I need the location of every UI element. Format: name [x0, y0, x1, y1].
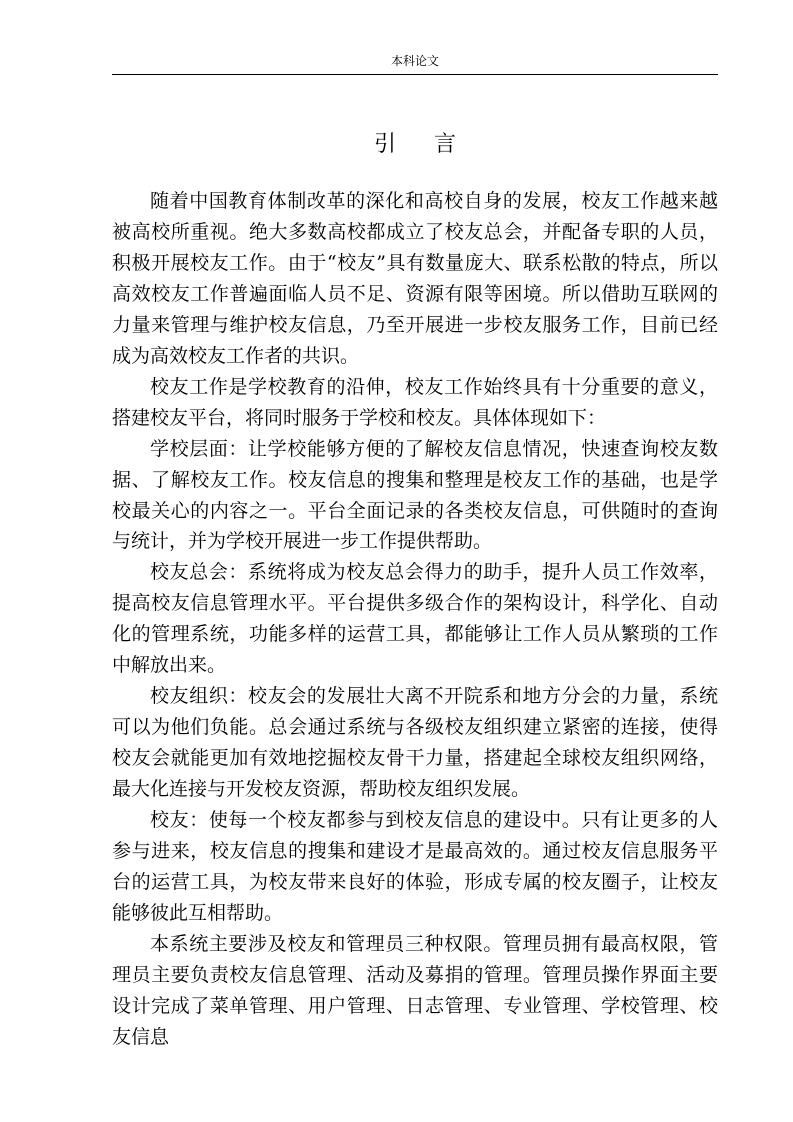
paragraph: 校友组织：校友会的发展壮大离不开院系和地方分会的力量，系统可以为他们负能。总会通过系统与各级校友组织建立紧密的连接，使得校友会就能更加有效地挖掘校友骨干力量，搭建起全球校友组织网络，最大化连接与开发校友资源，帮助校友组织发展。	[112, 685, 718, 801]
paragraph: 随着中国教育体制改革的深化和高校自身的发展，校友工作越来越被高校所重视。绝大多数高校都成立了校友总会，并配备专职的人员，积极开展校友工作。由于“校友”具有数量庞大、联系松散的特点，所以高效校友工作普遍面临人员不足、资源有限等困境。所以借助互联网的力量来管理与维护校友信息，乃至开展进一步校友服务工作，目前已经成为高效校友工作者的共识。	[112, 190, 718, 367]
paragraph: 本系统主要涉及校友和管理员三种权限。管理员拥有最高权限，管理员主要负责校友信息管理、活动及募捐的管理。管理员操作界面主要设计完成了菜单管理、用户管理、日志管理、专业管理、学校管理、校友信息	[112, 932, 718, 1048]
paragraph: 校友：使每一个校友都参与到校友信息的建设中。只有让更多的人参与进来，校友信息的搜集和建设才是最高效的。通过校友信息服务平台的运营工具，为校友带来良好的体验，形成专属的校友圈子，让校友能够彼此互相帮助。	[112, 809, 718, 924]
header-text: 本科论文	[390, 54, 439, 68]
page-header	[112, 52, 718, 75]
body-text	[112, 186, 718, 1053]
paragraph: 学校层面：让学校能够方便的了解校友信息情况，快速查询校友数据、了解校友工作。校友信息的搜集和整理是校友工作的基础，也是学校最关心的内容之一。平台全面记录的各类校友信息，可供随时的查询与统计，并为学校开展进一步工作提供帮助。	[112, 437, 718, 553]
paragraph: 校友工作是学校教育的沿伸，校友工作始终具有十分重要的意义，搭建校友平台，将同时服务于学校和校友。具体体现如下：	[112, 375, 718, 429]
section-title: 引言	[373, 132, 494, 157]
paragraph: 校友总会：系统将成为校友总会得力的助手，提升人员工作效率，提高校友信息管理水平。平台提供多级合作的架构设计，科学化、自动化的管理系统，功能多样的运营工具，都能够让工作人员从繁琐的工作中解放出来。	[112, 561, 718, 677]
